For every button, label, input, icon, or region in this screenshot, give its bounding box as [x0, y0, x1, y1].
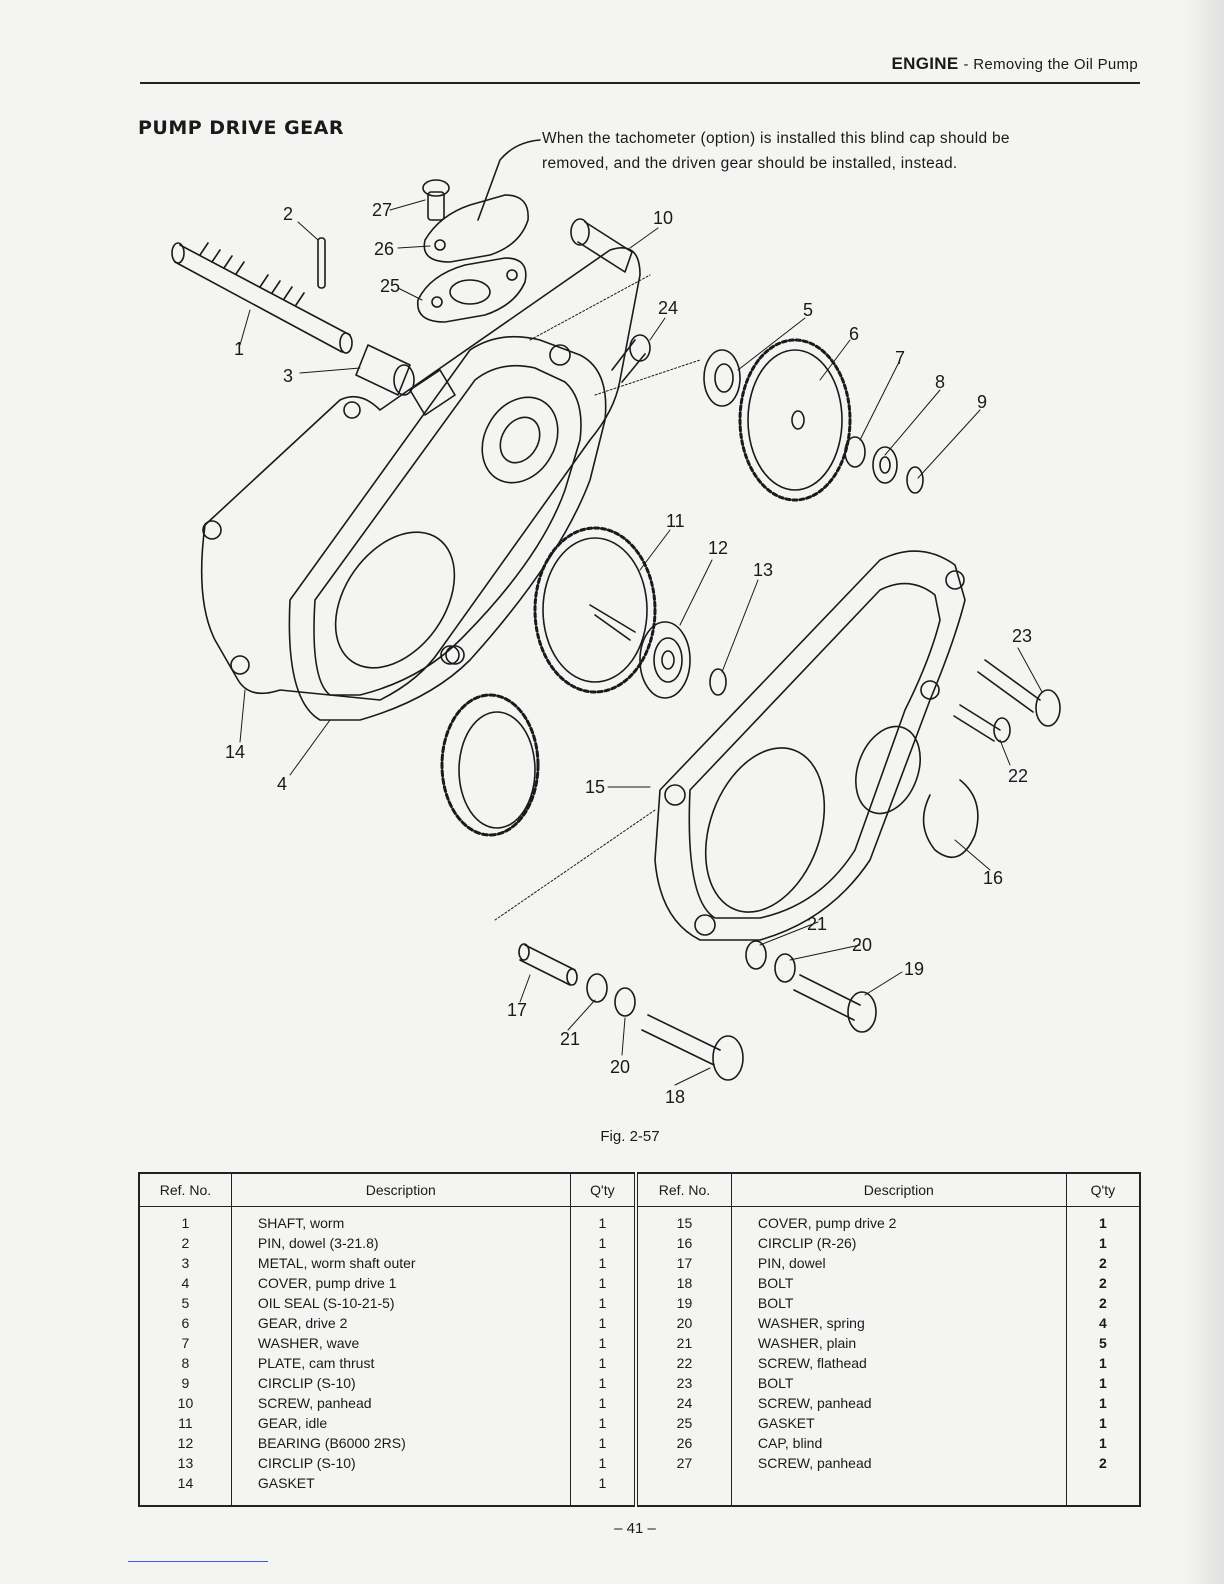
screw-27	[423, 180, 449, 220]
right-desc-cell: SCREW, panhead	[757, 1395, 872, 1411]
callout-17: 17	[507, 1000, 528, 1020]
left-desc-cell: CIRCLIP (S-10)	[257, 1455, 356, 1471]
right-qty-cell: 2	[1098, 1295, 1107, 1311]
left-desc-cell: PIN, dowel (3-21.8)	[257, 1235, 379, 1251]
callout-16: 16	[983, 868, 1004, 888]
screw-24	[612, 335, 650, 382]
plain-washer-21	[587, 974, 607, 1002]
left-ref-cell: 11	[178, 1415, 193, 1431]
right-ref-cell: 20	[676, 1315, 693, 1331]
left-ref-cell: 13	[177, 1455, 194, 1471]
spring-washer-20	[615, 988, 635, 1016]
callout-21: 21	[807, 914, 828, 934]
right-qty-cell: 1	[1098, 1435, 1107, 1451]
left-desc-cell: SCREW, panhead	[257, 1395, 372, 1411]
right-ref-cell: 22	[676, 1355, 693, 1371]
left-qty-cell: 1	[598, 1335, 607, 1351]
callout-14: 14	[225, 742, 246, 762]
header-qty-right: Q'ty	[1066, 1173, 1140, 1207]
idle-gear-11	[535, 528, 655, 692]
callout-27: 27	[372, 200, 393, 220]
parts-table	[138, 1172, 1141, 1507]
wave-washer-7	[845, 437, 865, 467]
gasket-14	[202, 248, 640, 700]
callout-20: 20	[852, 935, 873, 955]
dowel-pin-2	[318, 238, 325, 288]
spring-washer-20-right	[775, 954, 795, 982]
right-ref-cell: 21	[676, 1335, 693, 1351]
metal-worm-shaft-3	[356, 345, 414, 395]
right-desc-cell: GASKET	[757, 1415, 815, 1431]
table-body-row	[139, 1207, 1140, 1507]
left-qty-cell: 1	[598, 1255, 607, 1271]
left-qty-cell: 1	[598, 1395, 607, 1411]
callout-1: 1	[234, 339, 245, 359]
right-ref-cell: 18	[676, 1275, 693, 1291]
right-ref-cell: 24	[676, 1395, 693, 1411]
left-qty-cell: 1	[598, 1475, 607, 1491]
tachometer-note: When the tachometer (option) is installed this blind cap should be removed, and the driven gear should be installed, instead.	[542, 130, 1010, 172]
callout-6: 6	[849, 324, 860, 344]
callout-24: 24	[658, 298, 679, 318]
left-ref-cell: 7	[181, 1335, 190, 1351]
callout-20-lower: 20	[610, 1057, 631, 1077]
left-qty-cell: 1	[598, 1275, 607, 1291]
gasket-25	[418, 258, 526, 322]
left-qty-cell: 1	[598, 1295, 607, 1311]
left-desc-cell: SHAFT, worm	[257, 1215, 345, 1231]
flathead-screw-22	[954, 705, 1010, 742]
right-ref-column	[636, 1207, 731, 1507]
blind-cap-26	[424, 195, 528, 262]
left-desc-cell: WASHER, wave	[257, 1335, 360, 1351]
right-qty-cell: 1	[1098, 1375, 1107, 1391]
left-desc-cell: OIL SEAL (S-10-21-5)	[257, 1295, 395, 1311]
left-ref-cell: 14	[177, 1475, 194, 1491]
right-desc-cell: WASHER, plain	[757, 1335, 857, 1351]
right-desc-cell: BOLT	[757, 1295, 794, 1311]
header-section: ENGINE	[891, 54, 959, 73]
right-qty-cell: 1	[1098, 1415, 1107, 1431]
callout-22: 22	[1008, 766, 1029, 786]
callout-10: 10	[653, 208, 674, 228]
left-qty-cell: 1	[598, 1415, 607, 1431]
oil-seal-5	[704, 350, 740, 406]
header-subtitle: - Removing the Oil Pump	[963, 56, 1138, 73]
screw-10	[571, 219, 632, 272]
right-ref-cell: 19	[676, 1295, 693, 1311]
left-qty-cell: 1	[598, 1235, 607, 1251]
callout-18: 18	[665, 1087, 686, 1107]
link-underline[interactable]	[128, 1561, 268, 1562]
right-desc-cell: COVER, pump drive 2	[757, 1215, 897, 1231]
circlip-16	[924, 780, 978, 857]
callout-5: 5	[803, 300, 814, 320]
left-ref-cell: 5	[181, 1295, 190, 1311]
cover-pump-drive-2	[655, 551, 965, 940]
callout-2: 2	[283, 204, 294, 224]
table-header-row	[139, 1173, 1140, 1207]
left-ref-cell: 4	[181, 1275, 190, 1291]
left-ref-cell: 8	[181, 1355, 190, 1371]
right-qty-cell: 1	[1098, 1355, 1107, 1371]
left-ref-cell: 9	[181, 1375, 190, 1391]
callout-15: 15	[585, 777, 606, 797]
right-ref-cell: 23	[676, 1375, 693, 1391]
note-leader	[478, 140, 540, 220]
right-qty-cell: 2	[1098, 1455, 1107, 1471]
right-desc-cell: BOLT	[757, 1375, 794, 1391]
left-ref-column	[139, 1207, 231, 1507]
left-qty-column	[570, 1207, 636, 1507]
left-ref-cell: 1	[181, 1215, 190, 1231]
left-desc-cell: PLATE, cam thrust	[257, 1355, 375, 1371]
cam-thrust-plate-8	[873, 447, 897, 483]
callout-3: 3	[283, 366, 294, 386]
right-desc-cell: WASHER, spring	[757, 1315, 865, 1331]
right-ref-cell: 15	[676, 1215, 693, 1231]
right-qty-cell: 1	[1098, 1395, 1107, 1411]
left-desc-cell: COVER, pump drive 1	[257, 1275, 397, 1291]
header-ref-no: Ref. No.	[139, 1173, 231, 1207]
callout-21-lower: 21	[560, 1029, 581, 1049]
right-qty-cell: 2	[1098, 1275, 1107, 1291]
right-qty-cell: 2	[1098, 1255, 1107, 1271]
left-qty-cell: 1	[598, 1315, 607, 1331]
left-qty-cell: 1	[598, 1355, 607, 1371]
callout-19: 19	[904, 959, 925, 979]
bolt-18	[642, 1015, 743, 1080]
left-ref-cell: 6	[181, 1315, 190, 1331]
right-ref-cell: 25	[676, 1415, 693, 1431]
callout-8: 8	[935, 372, 946, 392]
header-description-right: Description	[731, 1173, 1066, 1207]
left-qty-cell: 1	[598, 1375, 607, 1391]
right-ref-cell: 16	[676, 1235, 693, 1251]
right-ref-cell: 27	[676, 1455, 693, 1471]
callout-13: 13	[753, 560, 774, 580]
callout-25: 25	[380, 276, 401, 296]
left-ref-cell: 12	[177, 1435, 194, 1451]
left-desc-cell: GEAR, idle	[257, 1415, 328, 1431]
header-description: Description	[231, 1173, 570, 1207]
page-number: – 41 –	[614, 1520, 656, 1537]
right-desc-cell: SCREW, panhead	[757, 1455, 872, 1471]
header-qty: Q'ty	[570, 1173, 636, 1207]
left-desc-cell: METAL, worm shaft outer	[257, 1255, 416, 1271]
circlip-9	[907, 467, 923, 493]
left-qty-cell: 1	[598, 1435, 607, 1451]
callout-7: 7	[895, 348, 906, 368]
callout-12: 12	[708, 538, 729, 558]
right-desc-cell: CIRCLIP (R-26)	[757, 1235, 857, 1251]
left-qty-cell: 1	[598, 1455, 607, 1471]
left-desc-cell: BEARING (B6000 2RS)	[257, 1435, 406, 1451]
right-desc-column	[731, 1207, 1066, 1507]
right-qty-cell: 1	[1098, 1215, 1107, 1231]
right-desc-cell: SCREW, flathead	[757, 1355, 867, 1371]
callout-26: 26	[374, 239, 395, 259]
right-desc-cell: CAP, blind	[757, 1435, 823, 1451]
callout-9: 9	[977, 392, 988, 412]
left-ref-cell: 2	[181, 1235, 190, 1251]
dowel-pin-17	[519, 944, 577, 985]
figure-caption: Fig. 2-57	[600, 1128, 660, 1145]
header-ref-no-right: Ref. No.	[636, 1173, 731, 1207]
drive-gear-6	[740, 340, 850, 500]
left-qty-cell: 1	[598, 1215, 607, 1231]
bolt-19	[794, 975, 876, 1032]
section-title: PUMP DRIVE GEAR	[138, 117, 344, 139]
callout-23: 23	[1012, 626, 1033, 646]
worm-gear	[442, 695, 538, 835]
left-ref-cell: 10	[177, 1395, 194, 1411]
right-ref-cell: 26	[676, 1435, 693, 1451]
left-desc-column	[231, 1207, 570, 1507]
plain-washer-21-right	[746, 941, 766, 969]
right-qty-cell: 5	[1098, 1335, 1107, 1351]
right-qty-column	[1066, 1207, 1140, 1507]
bolt-23	[978, 660, 1060, 726]
right-desc-cell: BOLT	[757, 1275, 794, 1291]
cover-pump-drive-1	[289, 337, 605, 720]
right-qty-cell: 1	[1098, 1235, 1107, 1251]
callout-4: 4	[277, 774, 288, 794]
right-qty-cell: 4	[1098, 1315, 1107, 1331]
callout-11: 11	[666, 511, 685, 531]
left-ref-cell: 3	[181, 1255, 190, 1271]
circlip-13	[710, 669, 726, 695]
right-desc-cell: PIN, dowel	[757, 1255, 826, 1271]
right-ref-cell: 17	[676, 1255, 693, 1271]
bearing-12	[640, 622, 690, 698]
left-desc-cell: GASKET	[257, 1475, 315, 1491]
left-desc-cell: CIRCLIP (S-10)	[257, 1375, 356, 1391]
left-desc-cell: GEAR, drive 2	[257, 1315, 348, 1331]
